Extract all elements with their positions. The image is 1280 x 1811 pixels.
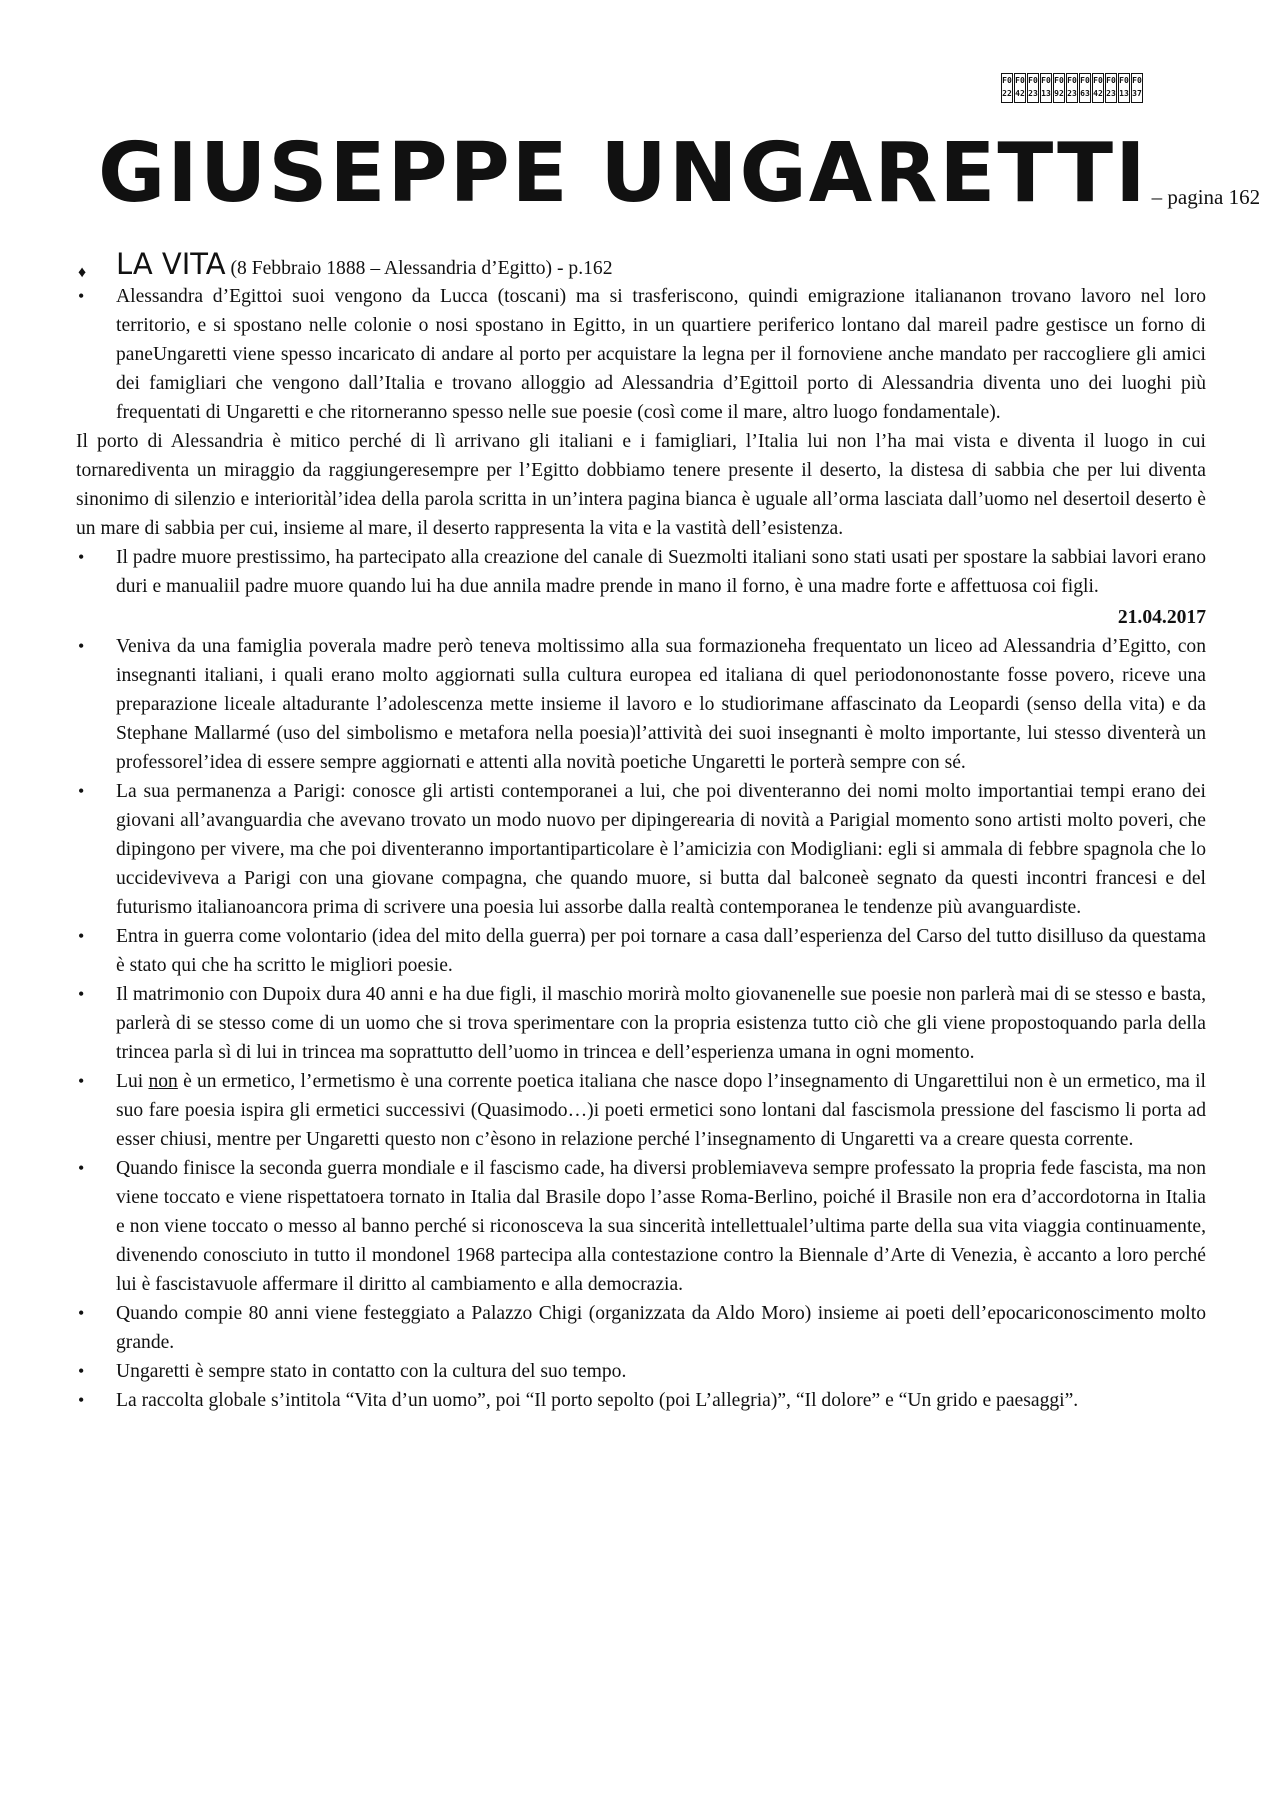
bullet-text: Quando finisce la seconda guerra mondiale e il fascismo cade, ha diversi problemiaveva sempre professato la propria fede fascista, ma non viene toccato e viene rispettatoera tornato in Italia dal Brasile dopo l’asse Roma-Berlino, poiché il Brasile non era d’accordotorna in Italia e non viene toccato o messo al banno perché si riconosceva la sua sincerità intellettualel’ultima parte della sua vita viaggia continuamente, divenendo conosciuto in tutto il mondonel 1968 partecipa alla contestazione contro la Biennale d’Arte di Venezia, è accanto a loro perché lui è fascistavuole affermare il diritto al cambiamento e alla democrazia. — [116, 1158, 1206, 1295]
missing-glyph-box: F0 22 — [1001, 73, 1013, 103]
missing-glyph-box: F0 13 — [1040, 73, 1052, 103]
missing-glyph-box: F0 42 — [1092, 73, 1104, 103]
bullet-dot-icon: • — [78, 781, 85, 801]
underlined-word: non — [148, 1071, 178, 1092]
bullet-item — [76, 777, 1206, 922]
bullet-item — [76, 1357, 1206, 1386]
bullet-dot-icon: • — [78, 926, 85, 946]
bullet-item — [76, 632, 1206, 777]
section-heading — [76, 246, 1206, 282]
missing-glyph-box: F0 92 — [1053, 73, 1065, 103]
missing-glyph-box: F0 23 — [1105, 73, 1117, 103]
bullet-item — [76, 1067, 1206, 1154]
bullet-text: Ungaretti è sempre stato in contatto con la cultura del suo tempo. — [116, 1361, 627, 1382]
document-body — [76, 246, 1206, 1415]
bullet-text: è un ermetico, l’ermetismo è una corrente poetica italiana che nasce dopo l’insegnamento di Ungarettilui non è un ermetico, ma il suo fare poesia ispira gli ermetici successivi (Quasimodo…)i poeti ermetici sono lontani dal fascismola pressione del fascismo li porta ad esser chiusi, mentre per Ungaretti questo non c’èsono in relazione perché l’insegnamento di Ungaretti va a creare questa corrente. — [116, 1071, 1206, 1150]
bullet-item — [76, 1299, 1206, 1357]
bullet-text: La sua permanenza a Parigi: conosce gli artisti contemporanei a lui, che poi diventeranno dei nomi molto importantiai tempi erano dei giovani all’avanguardia che avevano trovato un modo nuovo per dipingerearia di novità a Parigial momento sono artisti molto poveri, che dipingono per vivere, ma che poi diventeranno importantiparticolare è l’amicizia con Modigliani: egli si ammala di febbre spagnola che lo uccideviveva a Parigi con una giovane compagna, che quando muore, si butta dal balconeè segnato da questi incontri francesi e del futurismo italianoancora prima di scrivere una poesia lui assorbe dalla realtà contemporanea le tendenze più avanguardiste. — [116, 781, 1206, 918]
bullet-dot-icon: • — [78, 984, 85, 1004]
section-meta: (8 Febbraio 1888 – Alessandria d’Egitto) - p.162 — [225, 258, 613, 279]
bullet-dot-icon: • — [78, 1390, 85, 1410]
bullet-item — [76, 1386, 1206, 1415]
missing-glyph-box: F0 23 — [1027, 73, 1039, 103]
paragraph: Il porto di Alessandria è mitico perché di lì arrivano gli italiani e i famigliari, l’Italia lui non l’ha mai vista e diventa il luogo in cui tornarediventa un miraggio da raggiungeresempre per l’Egitto dobbiamo tenere presente il deserto, la distesa di sabbia che per lui diventa sinonimo di silenzio e interioritàl’idea della parola scritta in un’intera pagina bianca è uguale all’orma lasciata dall’uomo nel desertoil deserto è un mare di sabbia per cui, insieme al mare, il deserto rappresenta la vita e la vastità dell’esistenza. — [76, 431, 1206, 539]
missing-glyph-box: F0 63 — [1079, 73, 1091, 103]
missing-glyph-boxes — [1001, 73, 1143, 103]
bullet-dot-icon: • — [78, 1303, 85, 1323]
date-label: 21.04.2017 — [1117, 607, 1206, 628]
bullet-text: Quando compie 80 anni viene festeggiato a Palazzo Chigi (organizzata da Aldo Moro) insieme ai poeti dell’epocariconoscimento molto grande. — [116, 1303, 1206, 1353]
bullet-dot-icon: • — [78, 547, 85, 567]
bullet-text: Veniva da una famiglia poverala madre però teneva moltissimo alla sua formazioneha frequentato un liceo ad Alessandria d’Egitto, con insegnanti italiani, i quali erano molto aggiornati sulla cultura europea ed italiana di quel periodononostante fosse povero, riceve una preparazione liceale altadurante l’adolescenza mette insieme il lavoro e lo studiorimane affascinato da Leopardi (senso della vita) e da Stephane Mallarmé (uso del simbolismo e metafora nella poesia)l’attività dei suoi insegnanti è molto importante, lui stesso diventerà un professorel’idea di essere sempre aggiornati e attenti alla novità poetiche Ungaretti le porterà sempre con sé. — [116, 636, 1206, 773]
bullet-text: Entra in guerra come volontario (idea del mito della guerra) per poi tornare a casa dall’esperienza del Carso del tutto disilluso da questama è stato qui che ha scritto le migliori poesie. — [116, 926, 1206, 976]
bullet-item — [76, 543, 1206, 601]
bullet-text-prefix: Lui — [116, 1071, 149, 1092]
bullet-dot-icon: • — [78, 1361, 85, 1381]
diamond-bullet-icon: ♦ — [78, 264, 87, 281]
bullet-item — [76, 282, 1206, 427]
bullet-item — [76, 922, 1206, 980]
missing-glyph-box: F0 42 — [1014, 73, 1026, 103]
bullet-text: La raccolta globale s’intitola “Vita d’un uomo”, poi “Il porto sepolto (poi L’allegria)”, “Il dolore” e “Un grido e paesaggi”. — [116, 1390, 1079, 1411]
bullet-item — [76, 1154, 1206, 1299]
missing-glyph-box: F0 23 — [1066, 73, 1078, 103]
missing-glyph-box: F0 13 — [1118, 73, 1130, 103]
section-title: LA VITA — [116, 247, 226, 281]
bullet-dot-icon: • — [78, 1071, 85, 1091]
missing-glyph-box: F0 37 — [1131, 73, 1143, 103]
bullet-text: Alessandra d’Egittoi suoi vengono da Lucca (toscani) ma si trasferiscono, quindi emigrazione italiananon trovano lavoro nel loro territorio, e si spostano nelle colonie o nosi spostano in Egitto, in un quartiere periferico lontano dal mareil padre gestisce un forno di paneUngaretti viene spesso incaricato di andare al porto per acquistare la legna per il fornoviene anche mandato per raccogliere gli amici dei famigliari che vengono dall’Italia e trovano alloggio ad Alessandria d’Egittoil porto di Alessandria diventa uno dei luoghi più frequentati di Ungaretti e che ritorneranno spesso nelle sue poesie (così come il mare, altro luogo fondamentale). — [116, 286, 1206, 423]
document-title: GIUSEPPE UNGARETTI — [98, 126, 1148, 221]
bullet-item — [76, 980, 1206, 1067]
title-row — [98, 126, 1261, 221]
bullet-dot-icon: • — [78, 636, 85, 656]
bullet-text: Il padre muore prestissimo, ha partecipato alla creazione del canale di Suezmolti italiani sono stati usati per spostare la sabbiai lavori erano duri e manualiil padre muore quando lui ha due annila madre prende in mano il forno, è una madre forte e affettuosa coi figli. — [116, 547, 1206, 597]
bullet-text: Il matrimonio con Dupoix dura 40 anni e ha due figli, il maschio morirà molto giovanenelle sue poesie non parlerà mai di se stesso e basta, parlerà di se stesso come di un uomo che si trova sperimentare con la propria esistenza tutto ciò che gli viene propostoquando parla della trincea parla sì di lui in trincea ma soprattutto dell’uomo in trincea e dell’esperienza umana in ogni momento. — [116, 984, 1206, 1063]
page-reference: – pagina 162 — [1151, 185, 1261, 209]
bullet-dot-icon: • — [78, 1158, 85, 1178]
bullet-dot-icon: • — [78, 286, 85, 306]
